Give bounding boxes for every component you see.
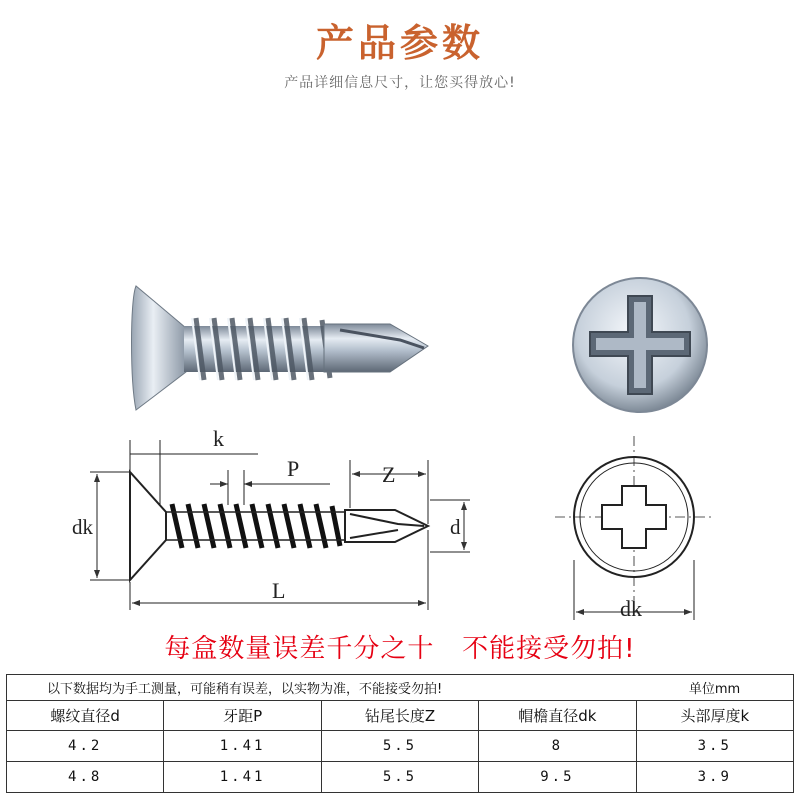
table-unit: 单位mm (636, 675, 793, 701)
parameter-table (6, 674, 794, 793)
dim-label-p: P (287, 456, 300, 481)
dim-label-l: L (272, 578, 286, 603)
table-row (7, 762, 794, 793)
table-cell: 3.5 (636, 731, 793, 762)
table-note: 以下数据均为手工测量，可能稍有误差，以实物为准，不能接受勿拍! (7, 675, 637, 701)
table-cell: 1.41 (164, 731, 321, 762)
table-row (7, 731, 794, 762)
page-title: 产品参数 (315, 21, 484, 65)
header-head-diameter: 帽檐直径dk (479, 701, 636, 731)
quantity-warning: 每盒数量误差千分之十 不能接受勿拍! (164, 634, 636, 664)
page-subtitle: 产品详细信息尺寸，让您买得放心! (284, 75, 516, 91)
table-cell: 8 (479, 731, 636, 762)
header-head-thickness: 头部厚度k (636, 701, 793, 731)
header-thread-diameter: 螺纹直径d (7, 701, 164, 731)
dim-label-k: k (213, 426, 224, 451)
screw-photo-head (573, 278, 707, 412)
screw-photo-side (132, 286, 429, 410)
table-cell: 1.41 (164, 762, 321, 793)
dim-label-d: d (450, 515, 461, 539)
dim-label-z: Z (382, 462, 396, 487)
header-pitch: 牙距P (164, 701, 321, 731)
table-cell: 9.5 (479, 762, 636, 793)
table-cell: 4.2 (7, 731, 164, 762)
table-cell: 5.5 (321, 762, 478, 793)
table-cell: 3.9 (636, 762, 793, 793)
dim-label-dk: dk (72, 515, 93, 539)
header-drill-length: 钻尾长度Z (321, 701, 478, 731)
dim-label-dk-end: dk (620, 596, 642, 621)
table-cell: 5.5 (321, 731, 478, 762)
technical-drawing-head (555, 436, 713, 620)
table-cell: 4.8 (7, 762, 164, 793)
